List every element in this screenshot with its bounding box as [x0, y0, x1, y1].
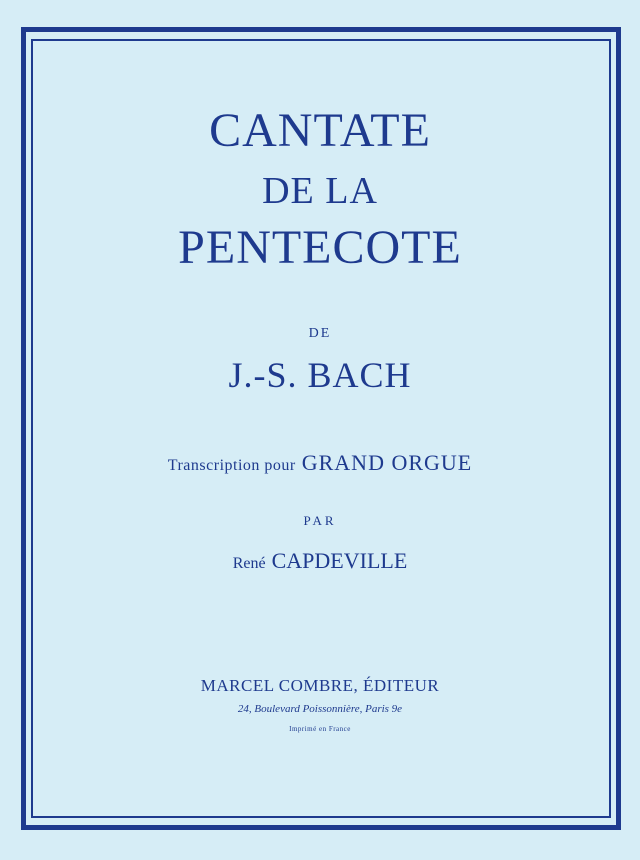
- transcription-line: [0, 450, 640, 476]
- title-line-1: CANTATE: [209, 104, 431, 157]
- instrument-name: GRAND ORGUE: [301, 450, 473, 475]
- printed-in-note: Imprimé en France: [289, 725, 351, 733]
- arranger-first-name: René: [232, 555, 266, 572]
- par-label: PAR: [303, 513, 337, 528]
- transcription-prefix: Transcription pour: [167, 457, 296, 474]
- publisher-address: 24, Boulevard Poissonnière, Paris 9e: [237, 703, 403, 715]
- title-line-2: DE LA: [262, 170, 378, 212]
- by-label: DE: [308, 326, 332, 341]
- publisher-name: MARCEL COMBRE, ÉDITEUR: [200, 676, 440, 695]
- arranger-last-name: CAPDEVILLE: [271, 548, 408, 573]
- arranger-line: [0, 548, 640, 574]
- title-line-3: PENTECOTE: [178, 221, 462, 274]
- composer-name: J.-S. BACH: [228, 355, 412, 395]
